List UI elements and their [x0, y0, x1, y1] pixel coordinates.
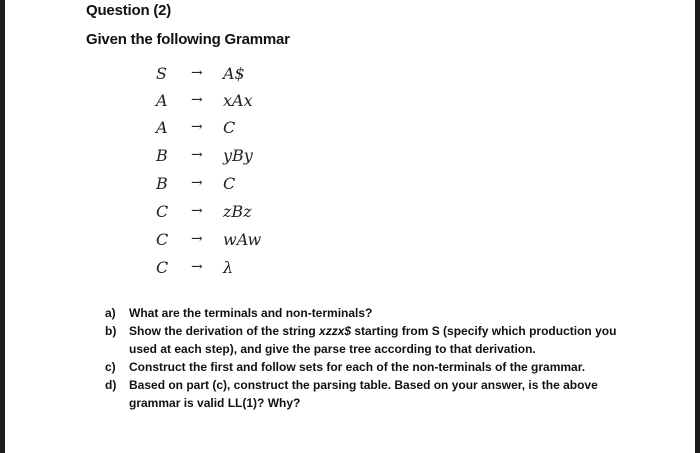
- arrow-icon: →: [191, 65, 203, 81]
- question-text-part: starting from S (specify which production you used at each step), and give the parse tree according to that derivation.: [129, 324, 617, 356]
- question-text: Construct the first and follow sets for each of the non-terminals of the grammar.: [129, 360, 586, 374]
- production-rhs: λ: [223, 258, 234, 277]
- production-rhs: yBy: [223, 146, 253, 165]
- production-rhs: A$: [223, 64, 245, 83]
- target-string: xzzx$: [319, 324, 352, 338]
- arrow-icon: →: [191, 203, 203, 219]
- question-text-part: Show the derivation of the string: [129, 324, 320, 338]
- production-rhs: C: [223, 118, 236, 137]
- production-rhs: xAx: [223, 91, 253, 110]
- arrow-icon: →: [191, 147, 203, 163]
- production-lhs: B: [156, 146, 168, 165]
- production-lhs: B: [156, 174, 168, 193]
- question-label: a): [105, 306, 116, 320]
- question-title: Question (2): [86, 2, 172, 19]
- question-text: Based on part (c), construct the parsing table. Based on your answer, is the above grammar is valid LL(1)? Why?: [129, 378, 598, 410]
- arrow-icon: →: [191, 231, 203, 247]
- question-text: What are the terminals and non-terminals?: [129, 306, 373, 320]
- question-label: c): [105, 360, 116, 374]
- arrow-icon: →: [191, 92, 203, 108]
- question-item-d: [105, 376, 625, 412]
- arrow-icon: →: [191, 175, 203, 191]
- production-lhs: C: [156, 258, 169, 277]
- question-label: b): [105, 324, 117, 338]
- question-item-b: [105, 322, 625, 358]
- production-lhs: C: [156, 230, 169, 249]
- production-lhs: A: [156, 118, 168, 137]
- question-item-a: [105, 304, 625, 322]
- arrow-icon: →: [191, 259, 203, 275]
- production-lhs: C: [156, 202, 169, 221]
- question-label: d): [105, 378, 117, 392]
- production-rhs: wAw: [223, 230, 262, 249]
- question-item-c: [105, 358, 625, 376]
- document-page: [5, 0, 695, 453]
- production-lhs: A: [156, 91, 168, 110]
- arrow-icon: →: [191, 119, 203, 135]
- question-list: [105, 304, 625, 412]
- production-rhs: C: [223, 174, 236, 193]
- question-text: [129, 324, 616, 356]
- production-lhs: S: [156, 64, 167, 83]
- production-rhs: zBz: [223, 202, 252, 221]
- grammar-heading: Given the following Grammar: [86, 31, 290, 48]
